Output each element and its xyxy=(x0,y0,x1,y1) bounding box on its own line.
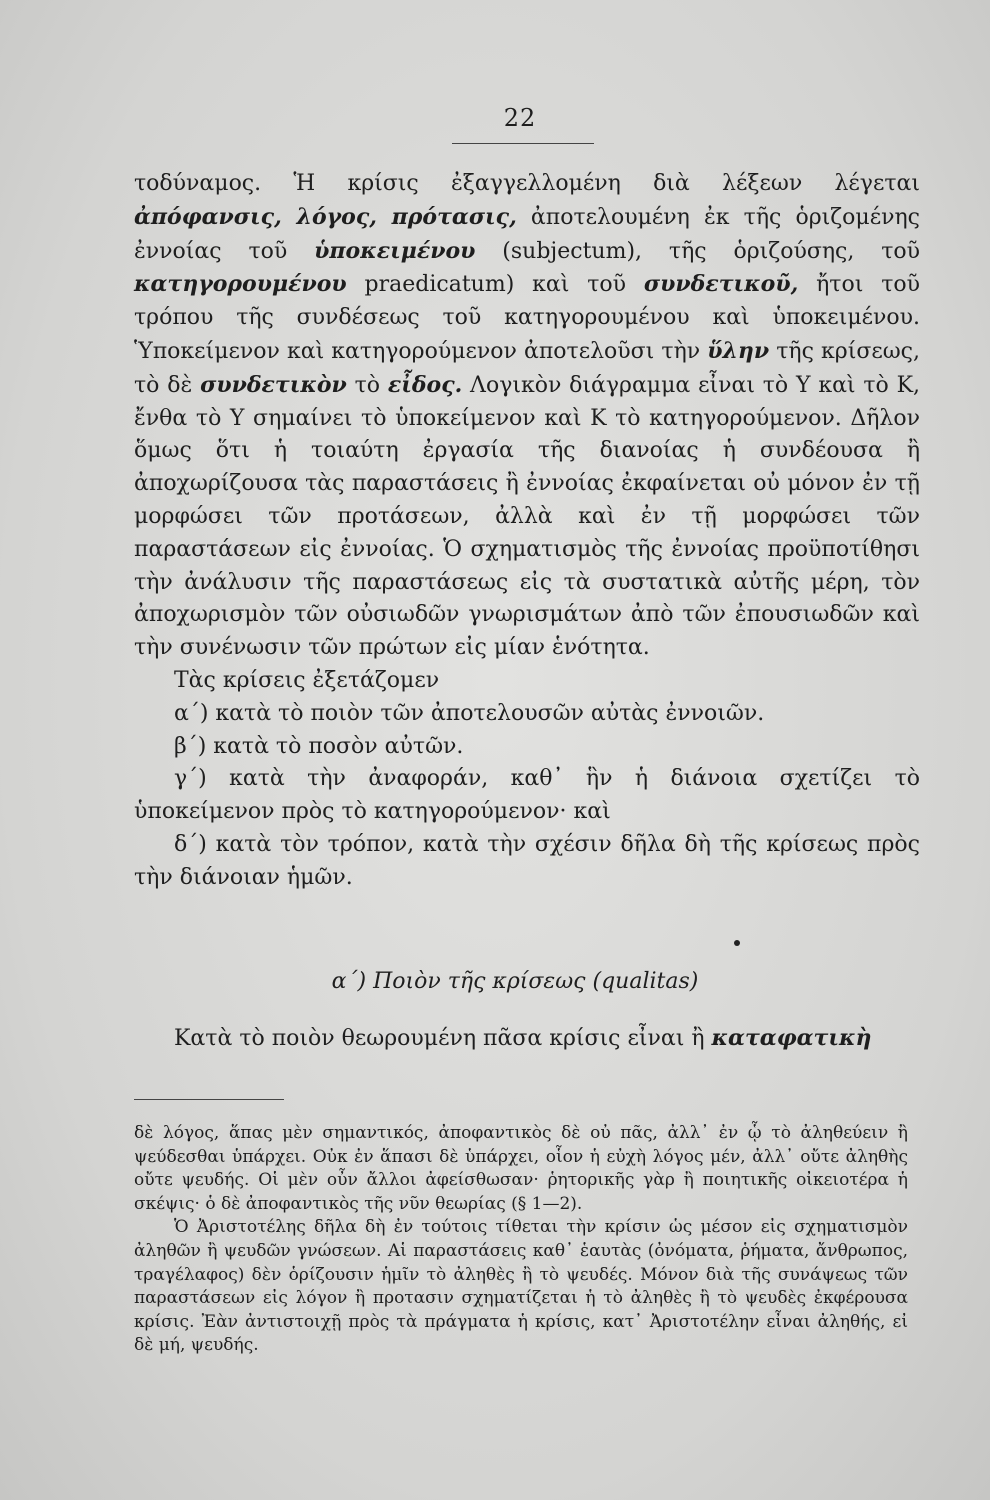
footnote-rule xyxy=(134,1099,284,1100)
main-text xyxy=(134,168,920,895)
paragraph-judgment-definition xyxy=(134,168,920,665)
text-run: τὸ xyxy=(346,372,388,398)
paragraph-examine-intro: Τὰς κρίσεις ἐξετάζομεν xyxy=(174,667,440,693)
list-item-modality: δ΄) κατὰ τὸν τρόπον, κατὰ τὴν σχέσιν δῆλα δὴ τῆς κρίσεως πρὸς τὴν διάνοιαν ἡμῶν. xyxy=(134,831,920,890)
term-matter: ὕλην xyxy=(707,337,770,364)
text-run: praedicatum) καὶ τοῦ xyxy=(346,272,644,298)
text-run: (subjectum), τῆς ὁριζούσης, τοῦ xyxy=(475,238,920,264)
term-copula: συνδετικοῦ, xyxy=(643,271,799,298)
text-run: τοδύναμος. Ἡ κρίσις ἐξαγγελλομένη διὰ λέξεων λέγεται xyxy=(134,171,920,196)
text-run: Κατὰ τὸ ποιὸν θεωρουμένη πᾶσα κρίσις εἶναι ἢ xyxy=(174,1026,712,1051)
closing-line xyxy=(134,1025,920,1051)
term-subject: ὑποκειμένου xyxy=(314,237,476,264)
list-item-relation: γ΄) κατὰ τὴν ἀναφοράν, καθ᾽ ἣν ἡ διάνοια σχετίζει τὸ ὑποκείμενον πρὸς τὸ κατηγορούμενον· καὶ xyxy=(134,766,920,825)
text-run: ἤτοι τοῦ τρόπου τῆς συνδέσεως τοῦ κατηγορουμένου καὶ ὑποκειμένου. Ὑποκείμενον καὶ κατηγορούμενον ἀποτελοῦσι τὴν xyxy=(134,272,920,364)
footnote-commentary: Ὁ Ἀριστοτέλης δῆλα δὴ ἐν τούτοις τίθεται τὴν κρίσιν ὡς μέσον εἰς σχηματισμὸν ἀληθῶν ἢ ψευδῶν γνώσεων. Αἱ παραστάσεις καθ᾽ ἑαυτὰς (ὀνόματα, ῥήματα, ἄνθρωπος, τραγέλαφος) δὲν ὁρίζουσιν ἡμῖν τὸ ἀληθὲς ἢ τὸ ψευδές. Μόνον διὰ τῆς συνάψεως τῶν παραστάσεων εἰς λόγον ἢ προτασιν σχηματίζεται ἡ τὸ ἀληθὲς ἢ τὸ ψευδὲς ἐκφέρουσα κρίσις. Ἐὰν ἀντιστοιχῇ πρὸς τὰ πράγματα ἡ κρίσις, κατ᾽ Ἀριστοτέλην εἶναι ἀληθής, εἰ δὲ μή, ψευδής. xyxy=(134,1217,908,1356)
text-run: τῆς κρίσεως, τὸ δὲ xyxy=(134,338,921,398)
section-heading: α΄) Ποιὸν τῆς κρίσεως (qualitas) xyxy=(331,969,699,994)
footnote-aristotle-quote: δὲ λόγος, ἅπας μὲν σημαντικός, ἀποφαντικὸς δὲ οὐ πᾶς, ἀλλ᾽ ἐν ᾧ τὸ ἀληθεύειν ἢ ψεύδεσθαι ὑπάρχει. Οὐκ ἐν ἅπασι δὲ ὑπάρχει, οἷον ἡ εὐχὴ λόγος μέν, ἀλλ᾽ οὔτε ἀληθὴς οὔτε ψευδής. Οἱ μὲν οὖν ἄλλοι ἀφείσθωσαν· ῥητορικῆς γὰρ ἢ ποιητικῆς οἰκειοτέρα ἡ σκέψις· ὁ δὲ ἀποφαντικὸς τῆς νῦν θεωρίας (§ 1—2). xyxy=(134,1123,908,1214)
page-number: 22 xyxy=(503,104,537,132)
term-form: εἶδος. xyxy=(387,371,463,398)
term-predicate: κατηγορουμένου xyxy=(134,271,347,298)
term-apofansis: ἀπόφανσις, λόγος, πρότασις, xyxy=(134,203,517,230)
term-affirmative: καταφατικὴ xyxy=(711,1025,872,1051)
text-run: Λογικὸν διάγραμμα εἶναι τὸ Υ καὶ τὸ Κ, ἔνθα τὸ Υ σημαίνει τὸ ὑποκείμενον καὶ Κ τὸ κατηγορούμενον. Δῆλον ὅμως ὅτι ἡ τοιαύτη ἐργασία τῆς διανοίας ἡ συνδέουσα ἢ ἀποχωρίζουσα τὰς παραστάσεις ἢ ἐννοίας ἐκφαίνεται οὐ μόνον ἐν τῇ μορφώσει τῶν προτάσεων, ἀλλὰ καὶ ἐν τῇ μορφώσει τῶν παραστάσεων εἰς ἐννοίας. Ὁ σχηματισμὸς τῆς ἐννοίας προϋποτίθησι τὴν ἀνάλυσιν τῆς παραστάσεως εἰς τὰ συστατικὰ αὐτῆς μέρη, τὸν ἀποχωρισμὸν τῶν οὐσιωδῶν γνωρισμάτων ἀπὸ τῶν ἐπουσιωδῶν καὶ τὴν συνένωσιν τῶν πρώτων εἰς μίαν ἑνότητα. xyxy=(134,372,921,661)
text-run: ἀποτελουμένη ἐκ τῆς ὁριζομένης ἐννοίας τοῦ xyxy=(134,204,920,264)
term-connective: συνδετικὸν xyxy=(200,371,347,398)
header-rule xyxy=(452,143,594,144)
list-item-quantity: β΄) κατὰ τὸ ποσὸν αὐτῶν. xyxy=(174,733,464,759)
ink-dot xyxy=(734,940,740,946)
list-item-quality: α΄) κατὰ τὸ ποιὸν τῶν ἀποτελουσῶν αὐτὰς ἐννοιῶν. xyxy=(174,700,765,726)
footnotes xyxy=(134,1122,908,1358)
